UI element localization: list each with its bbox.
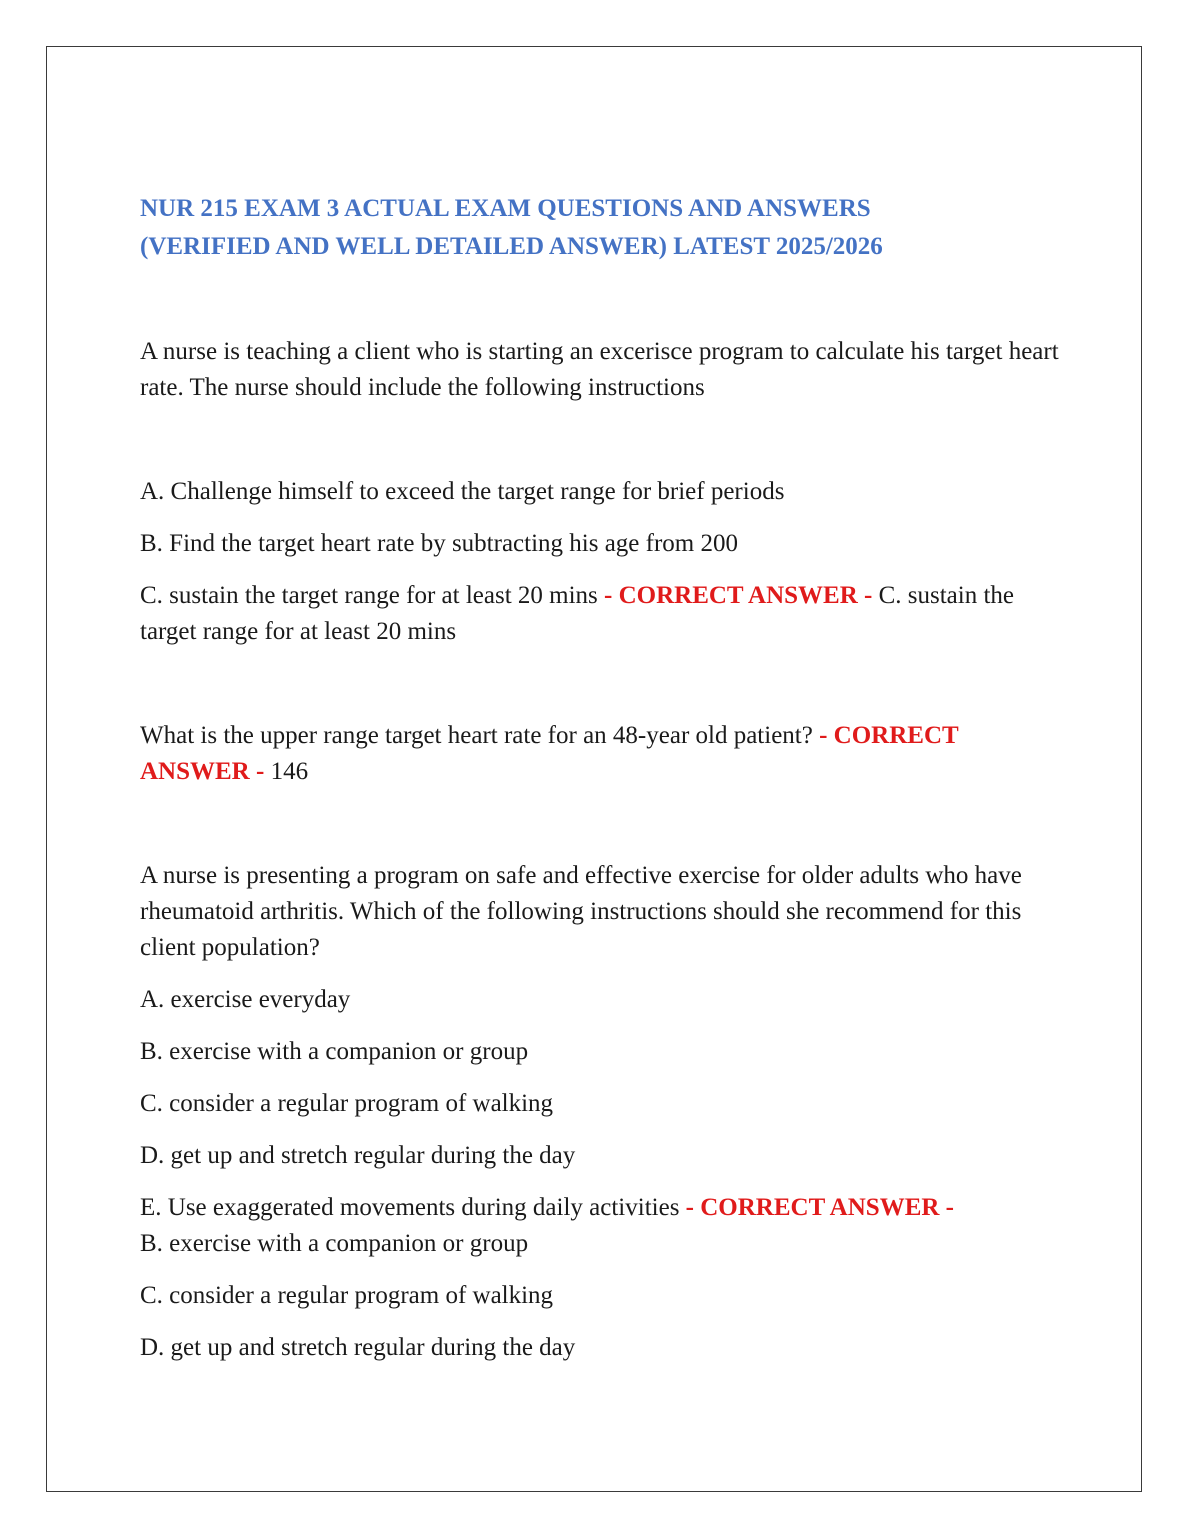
question-3-answer-c: C. consider a regular program of walking bbox=[140, 1282, 554, 1309]
document-title bbox=[140, 190, 1060, 266]
question-3 bbox=[140, 858, 1060, 1366]
question-1 bbox=[140, 334, 1060, 650]
question-2-stem: What is the upper range target heart rate for an 48-year old patient? bbox=[140, 722, 813, 749]
question-3-option-d: D. get up and stretch regular during the day bbox=[140, 1142, 576, 1169]
question-1-option-c: C. sustain the target range for at least 20 mins bbox=[140, 582, 598, 609]
correct-answer-label: - CORRECT ANSWER - bbox=[685, 1194, 954, 1221]
question-2-text bbox=[140, 718, 1060, 790]
question-3-answer-d: D. get up and stretch regular during the day bbox=[140, 1334, 576, 1361]
question-3-option-a: A. exercise everyday bbox=[140, 986, 351, 1013]
title-line-2: (VERIFIED AND WELL DETAILED ANSWER) LATEST 2025/2026 bbox=[140, 233, 883, 260]
question-2-answer: 146 bbox=[270, 758, 309, 785]
question-3-option-b: B. exercise with a companion or group bbox=[140, 1038, 529, 1065]
document-content bbox=[140, 190, 1060, 1366]
question-1-option-c-with-answer bbox=[140, 578, 1060, 650]
question-3-option-e: E. Use exaggerated movements during daily activities bbox=[140, 1194, 680, 1221]
title-line-1: NUR 215 EXAM 3 ACTUAL EXAM QUESTIONS AND ANSWERS bbox=[140, 195, 871, 222]
question-2 bbox=[140, 718, 1060, 790]
question-3-answer-b: B. exercise with a companion or group bbox=[140, 1230, 529, 1257]
question-3-option-c: C. consider a regular program of walking bbox=[140, 1090, 554, 1117]
question-1-option-b: B. Find the target heart rate by subtracting his age from 200 bbox=[140, 530, 738, 557]
question-3-option-e-with-answer bbox=[140, 1190, 1060, 1262]
correct-answer-label: - CORRECT ANSWER - bbox=[140, 722, 959, 785]
correct-answer-label: - CORRECT ANSWER - bbox=[604, 582, 873, 609]
question-1-option-a: A. Challenge himself to exceed the target range for brief periods bbox=[140, 478, 785, 505]
question-1-stem: A nurse is teaching a client who is starting an excerisce program to calculate his target heart rate. The nurse should include the following instructions bbox=[140, 338, 1059, 401]
question-1-answer: C. sustain the target range for at least 20 mins bbox=[140, 582, 1015, 645]
question-3-stem: A nurse is presenting a program on safe and effective exercise for older adults who have rheumatoid arthritis. Which of the following instructions should she recommend for this client population? bbox=[140, 862, 1022, 961]
